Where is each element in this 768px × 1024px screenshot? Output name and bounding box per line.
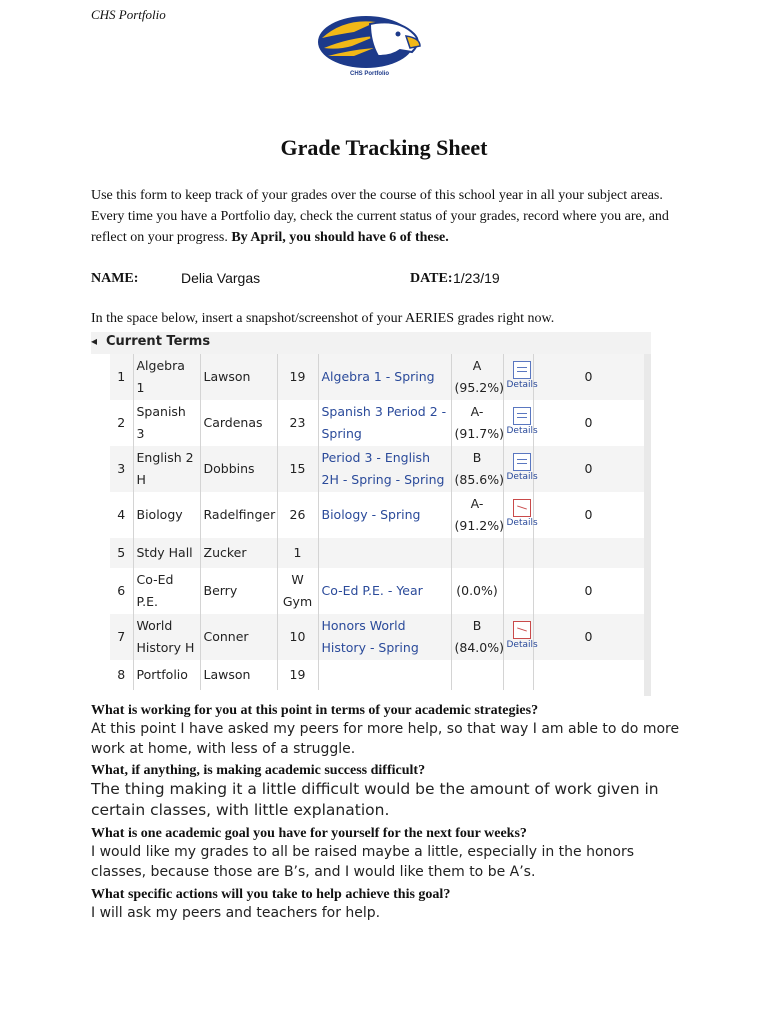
- period-number: 2: [110, 400, 133, 446]
- teacher-name: Cardenas: [200, 400, 277, 446]
- grade-row: [110, 492, 644, 538]
- grade-cell: [451, 660, 503, 690]
- teacher-name: Zucker: [200, 538, 277, 568]
- term-link[interactable]: Co-Ed P.E. - Year: [318, 568, 451, 614]
- details-cell: [503, 660, 533, 690]
- term-link: [318, 660, 451, 690]
- letter-grade: A: [472, 358, 482, 373]
- course-name: Biology: [133, 492, 200, 538]
- missing-assignments: 0: [533, 400, 644, 446]
- term-link[interactable]: Algebra 1 - Spring: [318, 354, 451, 400]
- details-chart-icon: [513, 407, 531, 425]
- room-number: 15: [277, 446, 318, 492]
- period-number: 3: [110, 446, 133, 492]
- details-cell: [503, 492, 538, 538]
- collapse-icon: ◂: [91, 334, 98, 348]
- period-number: 6: [110, 568, 133, 614]
- period-number: 7: [110, 614, 133, 660]
- reflection-2: [91, 763, 691, 821]
- grade-percent: (95.2%): [454, 380, 504, 395]
- period-number: 8: [110, 660, 133, 690]
- course-name: English 2 H: [133, 446, 200, 492]
- course-name: Algebra 1: [133, 354, 200, 400]
- grade-row: [110, 354, 644, 400]
- details-link[interactable]: [507, 407, 538, 436]
- name-label: NAME:: [91, 271, 139, 286]
- intro-text: Use this form to keep track of your grades over the course of this school year in all your subject areas. Every time you have a Portfolio day, check the current status of your grades, record where you are, and reflect on your progress.: [91, 188, 669, 245]
- reflection-answer: At this point I have asked my peers for more help, so that way I am able to do more work at home, with less of a struggle.: [91, 721, 680, 757]
- details-label: Details: [506, 639, 538, 650]
- table-scroll-edge: [644, 354, 651, 696]
- grade-row: [110, 446, 644, 492]
- details-label: Details: [506, 471, 538, 482]
- course-name: Spanish 3: [133, 400, 200, 446]
- course-name: Portfolio: [133, 660, 200, 690]
- term-link: [318, 538, 451, 568]
- grade-cell: [451, 400, 503, 446]
- grade-cell: [451, 446, 503, 492]
- grade-percent: (91.2%): [454, 518, 504, 533]
- grade-cell: [451, 538, 503, 568]
- reflection-1: [91, 703, 691, 759]
- date-label: DATE:: [410, 271, 453, 286]
- reflection-question: What is working for you at this point in terms of your academic strategies?: [91, 703, 539, 718]
- teacher-name: Conner: [200, 614, 277, 660]
- intro-emphasis: By April, you should have 6 of these.: [231, 230, 449, 245]
- room-number: 10: [277, 614, 318, 660]
- term-link[interactable]: Honors World History - Spring: [318, 614, 451, 660]
- details-chart-icon: [513, 361, 531, 379]
- grade-percent: (85.6%): [454, 472, 504, 487]
- teacher-name: Lawson: [200, 660, 277, 690]
- letter-grade: B: [472, 618, 482, 633]
- details-cell: [503, 538, 533, 568]
- term-link[interactable]: Biology - Spring: [318, 492, 451, 538]
- missing-assignments: 0: [533, 354, 644, 400]
- room-number: W Gym: [277, 568, 318, 614]
- grade-cell: [451, 614, 503, 660]
- reflection-answer: The thing making it a little difficult would be the amount of work given in certain classes, with little explanation.: [91, 780, 659, 819]
- reflection-answer: I would like my grades to all be raised maybe a little, especially in the honors classes, because those are B’s, and I would like them to be A’s.: [91, 844, 635, 880]
- details-link[interactable]: [507, 453, 538, 482]
- missing-assignments: 0: [533, 614, 644, 660]
- missing-assignments: [533, 660, 644, 690]
- teacher-name: Lawson: [200, 354, 277, 400]
- teacher-name: Dobbins: [200, 446, 277, 492]
- portfolio-header-label: CHS Portfolio: [91, 7, 166, 22]
- period-number: 4: [110, 492, 133, 538]
- trend-chart-icon: [513, 621, 531, 639]
- details-label: Details: [506, 379, 538, 390]
- teacher-name: Berry: [200, 568, 277, 614]
- missing-assignments: 0: [533, 568, 644, 614]
- grade-row: [110, 568, 644, 614]
- details-link[interactable]: [507, 361, 538, 390]
- term-link[interactable]: Spanish 3 Period 2 - Spring: [318, 400, 451, 446]
- details-cell: [503, 568, 533, 614]
- details-label: Details: [506, 425, 538, 436]
- term-link[interactable]: Period 3 - English 2H - Spring - Spring: [318, 446, 451, 492]
- grade-percent: (91.7%): [454, 426, 504, 441]
- grade-percent: (84.0%): [454, 640, 504, 655]
- grade-percent: (0.0%): [456, 583, 498, 598]
- grade-row: [110, 400, 644, 446]
- teacher-name: Radelfinger: [200, 492, 277, 538]
- details-cell: [503, 400, 538, 446]
- reflection-answer: I will ask my peers and teachers for help.: [91, 905, 381, 921]
- details-chart-icon: [513, 453, 531, 471]
- missing-assignments: 0: [533, 446, 644, 492]
- details-cell: [503, 446, 538, 492]
- room-number: 1: [277, 538, 318, 568]
- grades-screenshot: [91, 332, 651, 696]
- date-value: 1/23/19: [453, 270, 500, 286]
- room-number: 19: [277, 354, 318, 400]
- terms-heading: Current Terms: [106, 334, 211, 349]
- intro-paragraph: [91, 185, 691, 248]
- letter-grade: B: [472, 450, 482, 465]
- reflection-question: What specific actions will you take to help achieve this goal?: [91, 887, 451, 902]
- course-name: Stdy Hall: [133, 538, 200, 568]
- missing-assignments: [533, 538, 644, 568]
- grade-cell: [451, 568, 503, 614]
- details-cell: [503, 614, 538, 660]
- terms-header: [91, 332, 651, 354]
- letter-grade: A-: [470, 404, 484, 419]
- period-number: 5: [110, 538, 133, 568]
- grade-cell: [451, 354, 503, 400]
- grade-cell: [451, 492, 503, 538]
- course-name: Co-Ed P.E.: [133, 568, 200, 614]
- page-title: Grade Tracking Sheet: [280, 135, 488, 160]
- period-number: 1: [110, 354, 133, 400]
- grade-row: [110, 538, 644, 568]
- details-link[interactable]: [507, 499, 538, 528]
- logo-caption: CHS Portfolio: [350, 71, 389, 77]
- details-cell: [503, 354, 538, 400]
- missing-assignments: 0: [533, 492, 644, 538]
- snapshot-instruction: In the space below, insert a snapshot/screenshot of your AERIES grades right now.: [91, 311, 555, 326]
- room-number: 26: [277, 492, 318, 538]
- grade-row: [110, 614, 644, 660]
- reflection-question: What, if anything, is making academic success difficult?: [91, 763, 426, 778]
- trend-chart-icon: [513, 499, 531, 517]
- letter-grade: A-: [470, 496, 484, 511]
- grade-row: [110, 660, 644, 690]
- details-label: Details: [506, 517, 538, 528]
- reflection-3: [91, 826, 691, 882]
- course-name: World History H: [133, 614, 200, 660]
- room-number: 19: [277, 660, 318, 690]
- reflection-question: What is one academic goal you have for yourself for the next four weeks?: [91, 826, 527, 841]
- room-number: 23: [277, 400, 318, 446]
- grades-table: [110, 354, 645, 690]
- reflection-4: [91, 887, 691, 923]
- name-value: Delia Vargas: [181, 270, 261, 286]
- details-link[interactable]: [507, 621, 538, 650]
